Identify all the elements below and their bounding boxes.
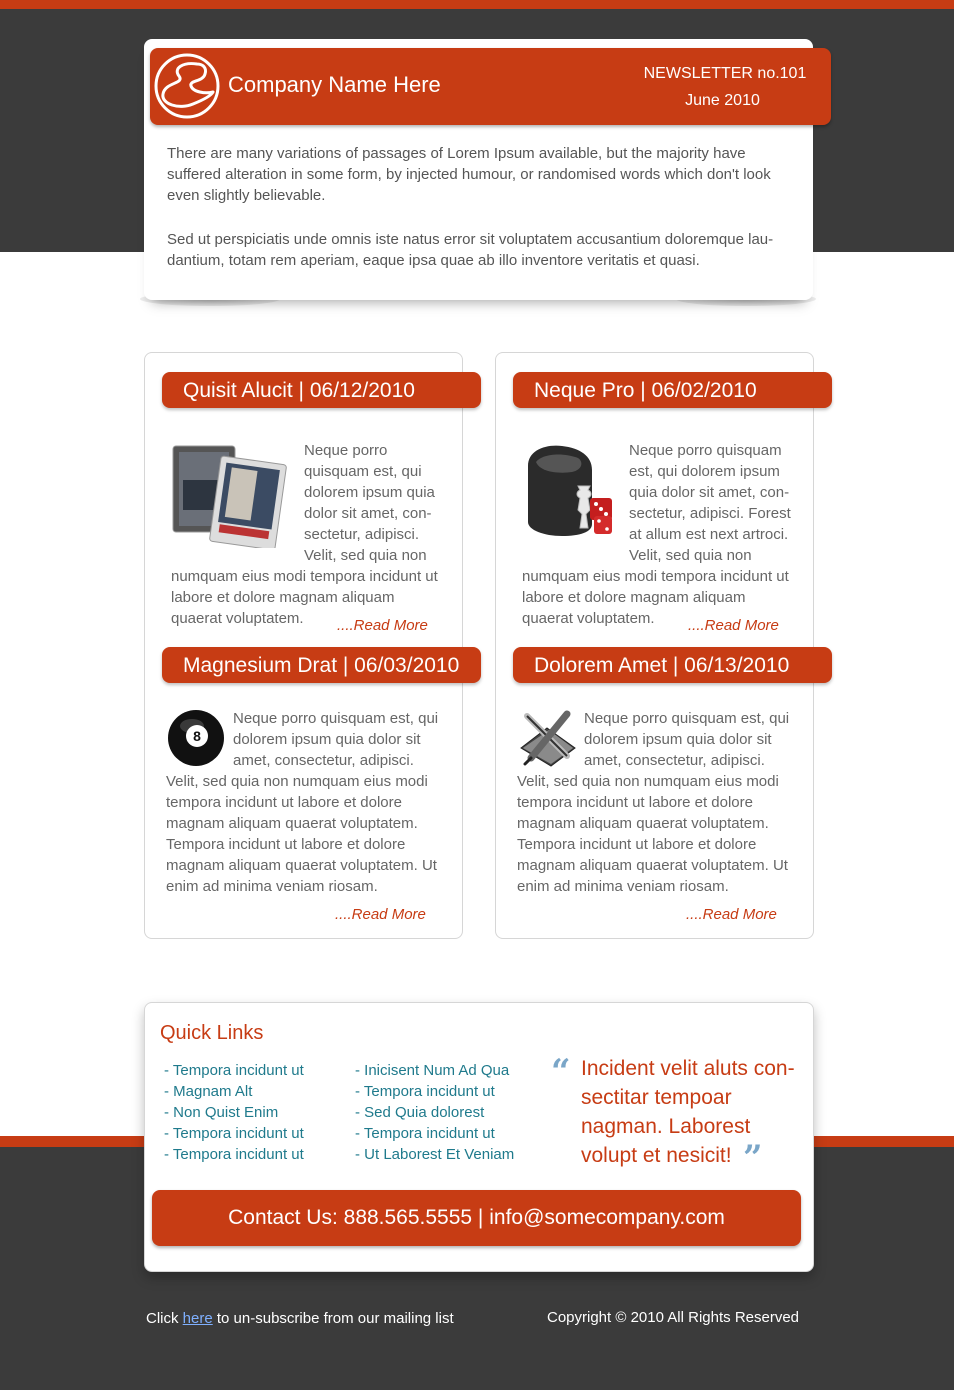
quick-links-column bbox=[355, 1060, 514, 1165]
read-more-link[interactable]: ....Read More bbox=[337, 617, 428, 634]
unsubscribe-link[interactable]: here bbox=[182, 1310, 213, 1327]
article-body: Neque porro quisquam est, qui dolorem ipsum quia dolor sit amet, con-sectetur, adipisci. Velit, sed quia non numquam eius modi tempora incidunt ut labore et dolore magnam aliquam quaerat voluptatem. bbox=[171, 442, 438, 627]
newsletter-date: June 2010 bbox=[685, 92, 760, 109]
read-more-link[interactable]: ....Read More bbox=[686, 906, 777, 923]
unsubscribe-text: Click here to un-subscribe from our mailing list bbox=[146, 1310, 454, 1327]
quote-close-icon: ” bbox=[743, 1138, 763, 1178]
quick-link[interactable]: - Ut Laborest Et Veniam bbox=[355, 1146, 515, 1163]
intro-paragraph: There are many variations of passages of Lorem Ipsum available, but the majority have suffered alteration in some form, by injected humour, or randomised words which don't look even slightly believable. bbox=[167, 145, 771, 204]
pen-tools-icon bbox=[517, 708, 584, 771]
quick-link[interactable]: - Tempora incidunt ut bbox=[355, 1083, 495, 1100]
quick-link[interactable]: - Magnam Alt bbox=[164, 1083, 253, 1100]
quick-link[interactable]: - Non Quist Enim bbox=[164, 1104, 279, 1121]
article-body: Neque porro quisquam est, qui dolorem ipsum quia dolor sit amet, consectetur, adipisci. Velit, sed quia non numquam eius modi tempora incidunt ut labore et dolore magnam aliquam quaerat voluptatem. Tempora incidunt ut labore et dolore magnam aliquam quaerat voluptatem. Ut enim ad minima veniam riosam. bbox=[517, 710, 790, 895]
svg-text:8: 8 bbox=[193, 728, 201, 744]
article-body: 8 Neque porro quisquam est, qui dolorem ipsum quia dolor sit amet, consectetur, adipisci. Velit, sed quia non numquam eius modi tempora incidunt ut labore et dolore magnam aliquam quaerat voluptatem. Tempora incidunt ut labore et dolore magnam aliquam quaerat voluptatem. Ut enim ad minima veniam riosam. bbox=[166, 710, 439, 895]
quick-links-title: Quick Links bbox=[160, 1022, 264, 1044]
games-chess-dice-icon bbox=[522, 440, 622, 550]
article-title: Magnesium Drat | 06/03/2010 bbox=[162, 647, 481, 683]
copyright-text: Copyright © 2010 All Rights Reserved bbox=[547, 1309, 800, 1326]
quick-link[interactable]: - Tempora incidunt ut bbox=[164, 1062, 304, 1079]
quote-open-icon: “ bbox=[551, 1052, 571, 1092]
top-orange-stripe bbox=[0, 0, 954, 9]
company-name: Company Name Here bbox=[228, 72, 441, 97]
pull-quote: Incident velit aluts con-sectitar tempoar nagman. Laborest volupt et nesicit! bbox=[581, 1057, 795, 1167]
article-title: Dolorem Amet | 06/13/2010 bbox=[513, 647, 832, 683]
quick-link[interactable]: - Sed Quia dolorest bbox=[355, 1104, 485, 1121]
quick-link[interactable]: - Tempora incidunt ut bbox=[164, 1146, 304, 1163]
quick-links-column bbox=[164, 1060, 304, 1165]
intro-paragraph: Sed ut perspiciatis unde omnis iste natus error sit voluptatem accusantium doloremque lau-dantium, totam rem aperiam, eaque ipsa quae ab illo inventore veritatis et quasi. bbox=[167, 231, 774, 269]
article-title: Neque Pro | 06/02/2010 bbox=[513, 372, 832, 408]
read-more-link[interactable]: ....Read More bbox=[688, 617, 779, 634]
article-title: Quisit Alucit | 06/12/2010 bbox=[162, 372, 481, 408]
company-logo-icon bbox=[153, 52, 221, 120]
quick-link[interactable]: - Tempora incidunt ut bbox=[355, 1125, 495, 1142]
quick-link[interactable]: - Tempora incidunt ut bbox=[164, 1125, 304, 1142]
newsletter-number: NEWSLETTER no.101 bbox=[643, 65, 807, 82]
eight-ball-icon bbox=[166, 708, 233, 771]
dvd-cases-icon bbox=[171, 440, 295, 550]
article-body: Neque porro quisquam est, qui dolorem ipsum quia dolor sit amet, con-sectetur, adipisci. Forest at allum est next artroci. Velit, sed quia non numquam eius modi tempora incidunt ut labore et dolore magnam aliquam quaerat voluptatem. bbox=[522, 442, 791, 627]
contact-bar: Contact Us: 888.565.5555 | info@somecompany.com bbox=[152, 1190, 801, 1246]
read-more-link[interactable]: ....Read More bbox=[335, 906, 426, 923]
quick-link[interactable]: - Inicisent Num Ad Qua bbox=[355, 1062, 510, 1079]
